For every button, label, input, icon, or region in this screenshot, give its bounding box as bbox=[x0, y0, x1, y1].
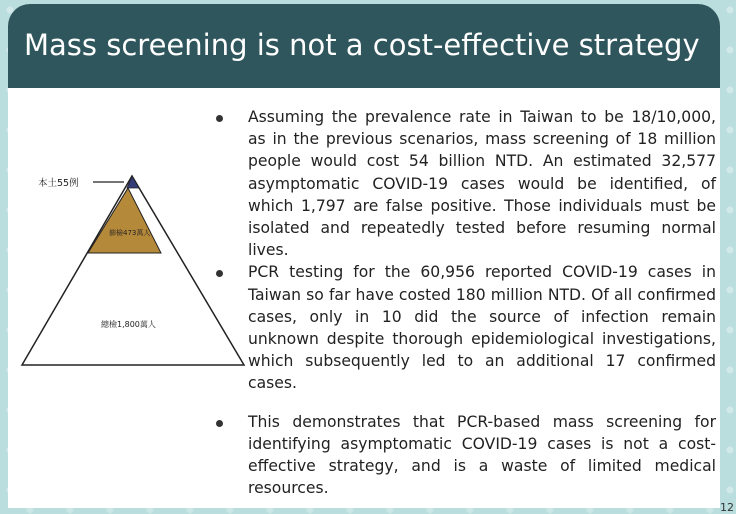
page-number: 12 bbox=[720, 501, 734, 514]
bullet-text: This demonstrates that PCR-based mass screening for identifying asymptomatic COVID-19 cases is not a cost-effective strategy, and is a waste of limited medical resources. bbox=[248, 412, 716, 498]
bullet-text: Assuming the prevalence rate in Taiwan to be 18/10,000, as in the previous scenarios, mass screening of 18 million people would cost 54 billion NTD. An estimated 32,577 asymptomatic COVID-19 cases would be identified, of which 1,797 are false positive. Those individuals must be isolated and repeatedly tested before resuming normal lives. bbox=[248, 108, 716, 260]
bullet-list bbox=[216, 106, 716, 499]
bullet-dot-icon bbox=[216, 270, 223, 277]
bullet-item bbox=[216, 261, 716, 394]
pyramid-top-label: 本土55例 bbox=[38, 178, 79, 189]
bullet-dot-icon bbox=[216, 115, 223, 122]
bullet-item bbox=[216, 106, 716, 261]
slide-title: Mass screening is not a cost-effective strategy bbox=[24, 28, 700, 62]
bullet-dot-icon bbox=[216, 420, 223, 427]
pyramid-bottom-label: 總檢1,800萬人 bbox=[101, 320, 156, 329]
bullet-item bbox=[216, 411, 716, 500]
pyramid-middle-label: 篩檢473萬人 bbox=[109, 229, 151, 237]
slide-card bbox=[8, 4, 720, 508]
bullet-text: PCR testing for the 60,956 reported COVID-19 cases in Taiwan so far have costed 180 million NTD. Of all confirmed cases, only in 10 did the source of infection remain unknown despite thorough epidemiological investigations, which subsequently led to an additional 17 confirmed cases. bbox=[248, 263, 716, 393]
